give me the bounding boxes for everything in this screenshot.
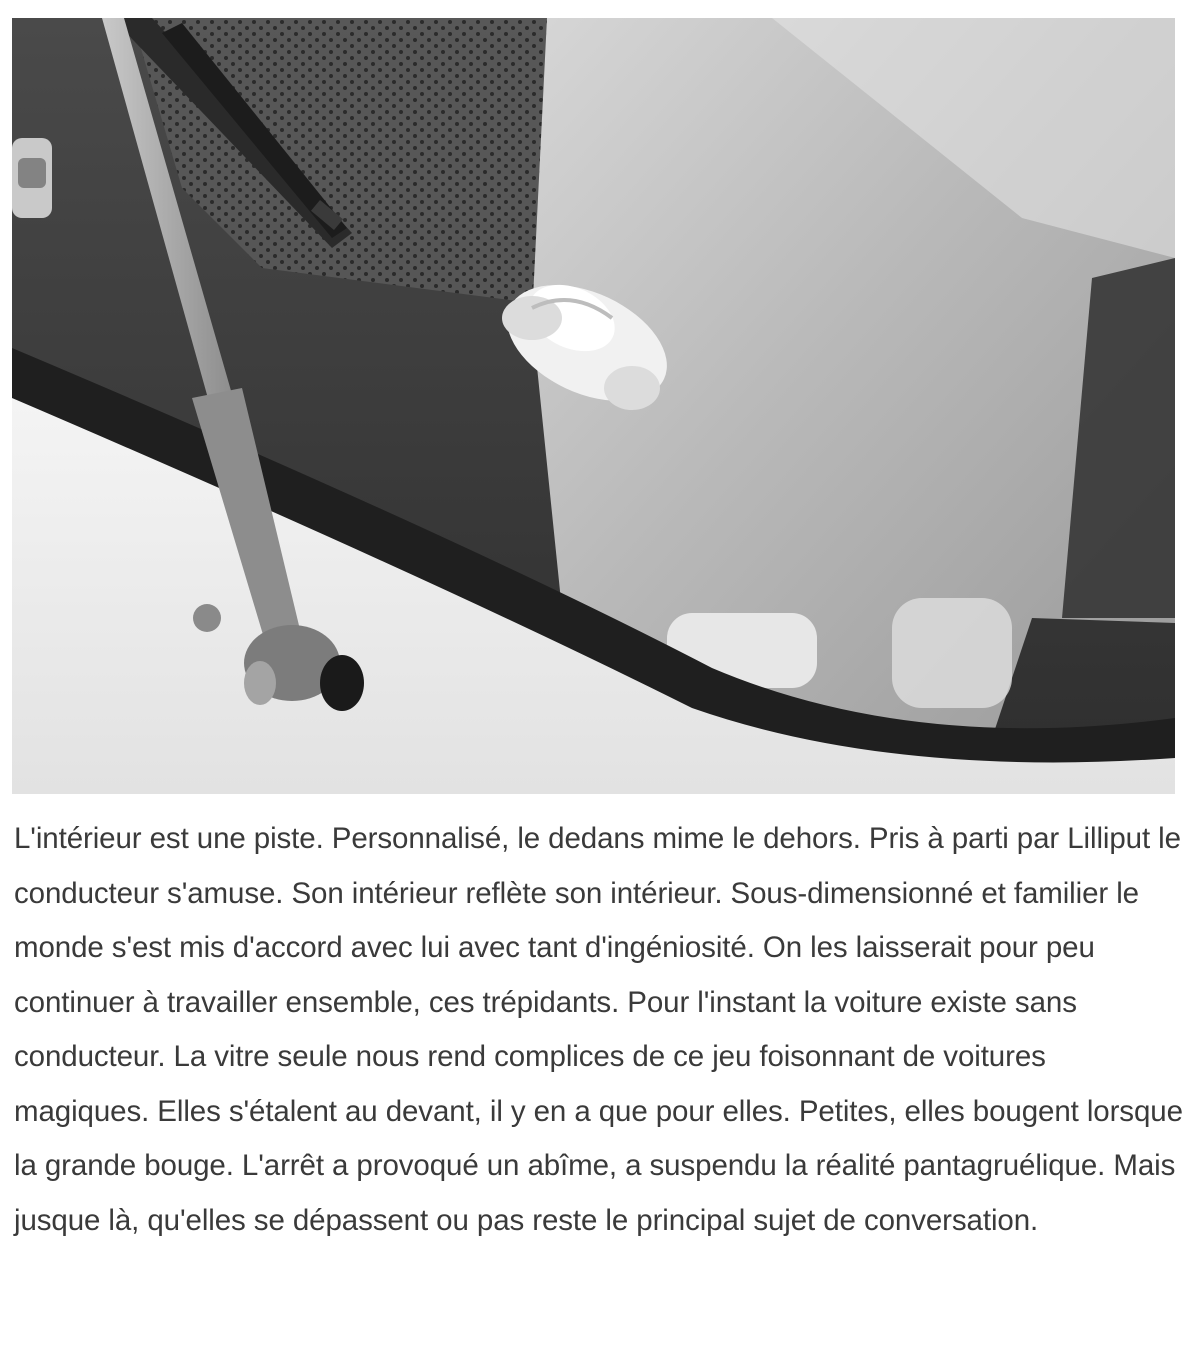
article-photo — [12, 18, 1175, 794]
article-paragraph: L'intérieur est une piste. Personnalisé, le dedans mime le dehors. Pris à parti par Lilliput le conducteur s'amuse. Son intérieur reflète son intérieur. Sous-dimensionné et familier le monde s'est mis d'accord avec lui avec tant d'ingéniosité. On les laisserait pour peu continuer à travailler ensemble, ces trépidants. Pour l'instant la voiture existe sans conducteur. La vitre seule nous rend complices de ce jeu foisonnant de voitures magiques. Elles s'étalent au devant, il y en a que pour elles. Petites, elles bougent lorsque la grande bouge. L'arrêt a provoqué un abîme, a suspendu la réalité pantagruélique. Mais jusque là, qu'elles se dépassent ou pas reste le principal sujet de conversation. — [14, 822, 1183, 1237]
windshield-wiper-photo — [12, 18, 1175, 794]
